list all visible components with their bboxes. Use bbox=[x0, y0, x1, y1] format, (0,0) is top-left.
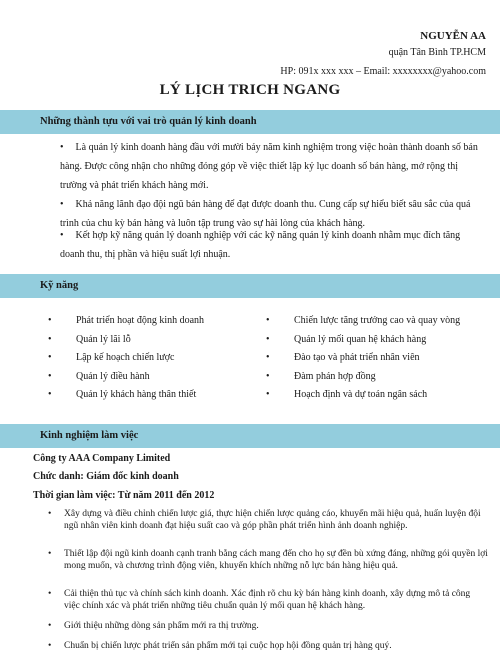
skills-section-header: Kỹ năng bbox=[0, 274, 500, 298]
skill-item: • Quản lý khách hàng thân thiết bbox=[48, 389, 197, 400]
skill-item: • Quản lý lãi lỗ bbox=[48, 334, 131, 345]
skill-item: • Lập kế hoạch chiến lược bbox=[48, 352, 175, 363]
candidate-name: NGUYỄN AA bbox=[420, 30, 486, 42]
achievements-section-header: Những thành tựu với vai trò quản lý kinh doanh bbox=[0, 110, 500, 134]
skill-item: • Đào tạo và phát triển nhân viên bbox=[266, 352, 420, 363]
document-title: LÝ LỊCH TRICH NGANG bbox=[159, 82, 341, 98]
bullet-icon: • bbox=[60, 142, 64, 153]
skill-item: • Quản lý mối quan hệ khách hàng bbox=[266, 334, 427, 345]
achievement-item: • Kết hợp kỹ năng quản lý doanh nghiệp với các kỹ năng quản lý kinh doanh nhằm mục đích tăng doanh thu, thị phần và hiệu suất lợi nhuận. bbox=[60, 230, 461, 260]
achievement-item: • Là quản lý kinh doanh hàng đầu với mười bảy năm kinh nghiệm trong việc hoàn thành doanh số bán hàng. Được công nhận cho những đóng góp về việc thiết lập kỷ lục doanh số bán hàng, mở rộng thị trường và phát triển khách hàng mới. bbox=[60, 142, 478, 191]
bullet-icon: • bbox=[48, 589, 52, 599]
skill-item: • Quản lý điều hành bbox=[48, 371, 150, 382]
bullet-icon: • bbox=[266, 371, 270, 382]
job-title: Chức danh: Giám đốc kinh doanh bbox=[33, 471, 179, 482]
bullet-icon: • bbox=[266, 315, 270, 326]
bullet-icon: • bbox=[266, 389, 270, 400]
bullet-icon: • bbox=[48, 352, 52, 363]
candidate-contact: HP: 091x xxx xxx – Email: xxxxxxxx@yahoo.com bbox=[280, 66, 486, 77]
bullet-icon: • bbox=[48, 315, 52, 326]
candidate-address: quận Tân Bình TP.HCM bbox=[388, 47, 486, 58]
bullet-icon: • bbox=[266, 334, 270, 345]
duty-item: • Chuẩn bị chiến lược phát triển sản phẩm mới tại cuộc họp hội đồng quản trị hàng quý. bbox=[48, 641, 392, 651]
bullet-icon: • bbox=[48, 621, 52, 631]
duty-item: • Giới thiệu những dòng sản phẩm mới ra thị trường. bbox=[48, 621, 259, 631]
bullet-icon: • bbox=[48, 334, 52, 345]
duty-item: • Xây dựng và điều chỉnh chiến lược giá, thực hiện chiến lược quảng cáo, khuyến mãi hiệu quả, huấn luyện đội ngũ nhân viên kinh doanh đạt hiệu suất cao và góp phần phát triển hình ảnh doanh nghiệp. bbox=[48, 509, 481, 531]
bullet-icon: • bbox=[60, 230, 64, 241]
duty-item: • Thiết lập đội ngũ kinh doanh cạnh tranh bằng cách mang đến cho họ sự đền bù xứng đáng, những gói quyền lợi mong muốn, và chương trình động viên, khuyến khích những nỗ lực bán hàng hiệu quả. bbox=[48, 549, 488, 571]
work-period: Thời gian làm việc: Từ năm 2011 đến 2012 bbox=[33, 490, 215, 501]
bullet-icon: • bbox=[48, 549, 52, 559]
achievement-item: • Khả năng lãnh đạo đội ngũ bán hàng để đạt được doanh thu. Cung cấp sự hiểu biết sâu sắc của quá trình của chu kỳ bán hàng và luôn tập trung vào sự hài lòng của khách hàng. bbox=[60, 199, 471, 229]
bullet-icon: • bbox=[48, 389, 52, 400]
skill-item: • Phát triển hoạt động kinh doanh bbox=[48, 315, 205, 326]
company-name: Công ty AAA Company Limited bbox=[33, 453, 171, 464]
skill-item: • Đàm phán hợp đồng bbox=[266, 371, 376, 382]
duty-item: • Cải thiện thủ tục và chính sách kinh doanh. Xác định rõ chu kỳ bán hàng kinh doanh, xây dựng mô tả công việc chính xác và phát triển những tiêu chuẩn quản lý mối quan hệ khách hàng. bbox=[48, 589, 471, 611]
skill-item: • Hoạch định và dự toán ngân sách bbox=[266, 389, 428, 400]
bullet-icon: • bbox=[48, 371, 52, 382]
bullet-icon: • bbox=[60, 199, 64, 210]
bullet-icon: • bbox=[266, 352, 270, 363]
bullet-icon: • bbox=[48, 641, 52, 651]
bullet-icon: • bbox=[48, 509, 52, 519]
experience-section-header: Kinh nghiệm làm việc bbox=[0, 424, 500, 448]
skill-item: • Chiến lược tăng trưởng cao và quay vòng bbox=[266, 315, 461, 326]
